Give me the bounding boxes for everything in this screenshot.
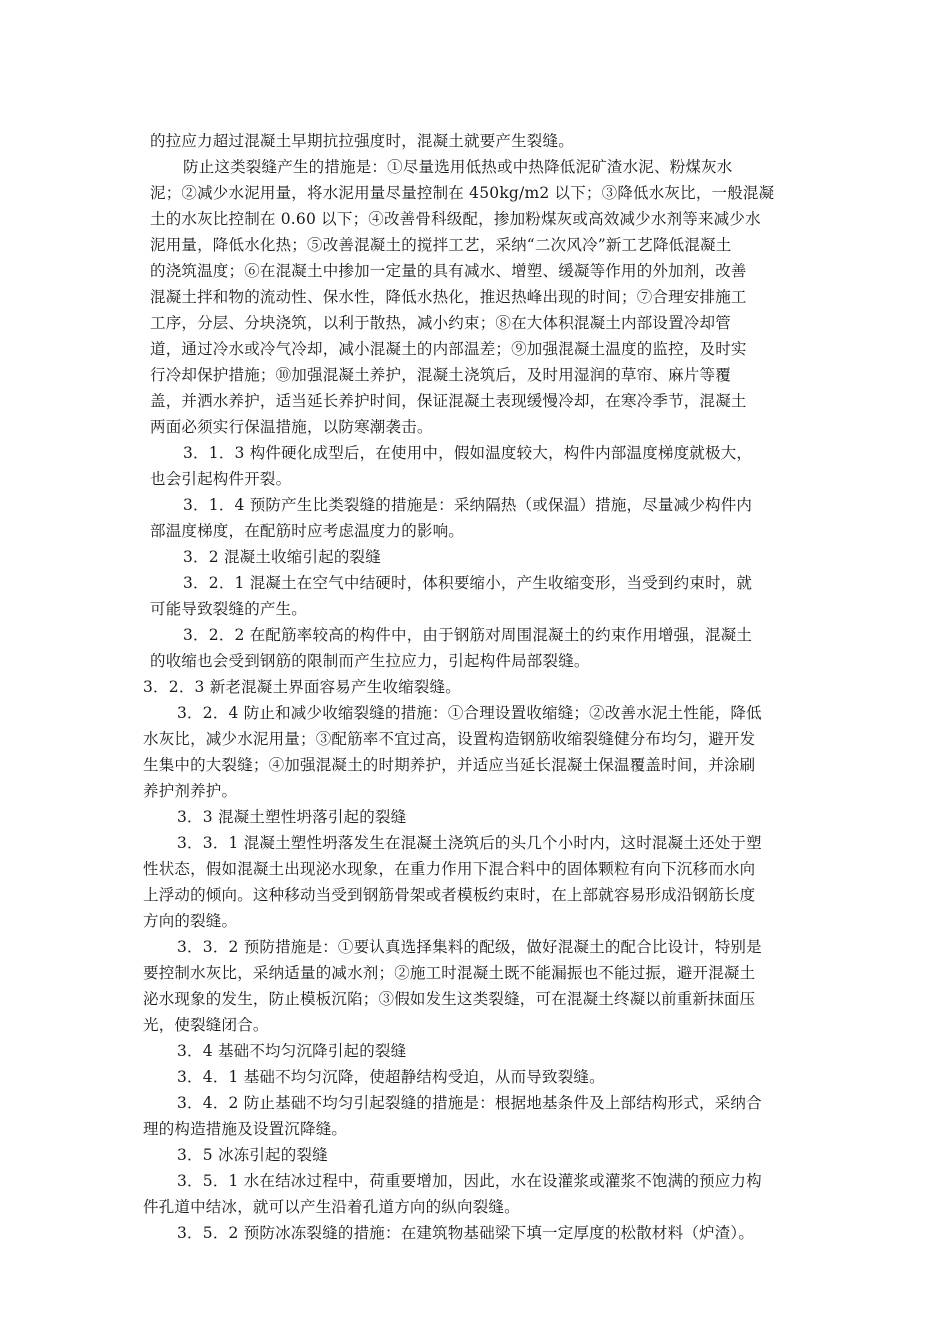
text-line: 性状态，假如混凝土出现泌水现象，在重力作用下混合料中的固体颗粒有向下沉移而水向 <box>143 860 756 878</box>
text-line: 3．2．2 在配筋率较高的构件中，由于钢筋对周围混凝土的约束作用增强，混凝土 <box>183 626 753 644</box>
text-line: 两面必须实行保温措施，以防寒潮袭击。 <box>150 418 433 436</box>
section-heading: 3．2 混凝土收缩引起的裂缝 <box>183 548 381 566</box>
text-line: 3．1．4 预防产生比类裂缝的措施是：采纳隔热（或保温）措施，尽量减少构件内 <box>183 496 753 514</box>
text-line: 道，通过冷水或冷气冷却，减小混凝土的内部温差；⑨加强混凝土温度的监控，及时实 <box>150 340 747 358</box>
text-line: 3．2．3 新老混凝土界面容易产生收缩裂缝。 <box>143 678 461 696</box>
text-line: 生集中的大裂缝；④加强混凝土的时期养护，并适应当延长混凝土保温覆盖时间，并涂刷 <box>143 756 756 774</box>
text-line: 件孔道中结冰，就可以产生沿着孔道方向的纵向裂缝。 <box>143 1198 520 1216</box>
text-line: 方向的裂缝。 <box>143 912 238 930</box>
text-line: 泥；②减少水泥用量，将水泥用量尽量控制在 450kg/m2 以下；③降低水灰比，一般混凝 <box>150 184 775 202</box>
text-line: 理的构造措施及设置沉降缝。 <box>143 1120 348 1138</box>
text-line: 水灰比，减少水泥用量；③配筋率不宜过高，设置构造钢筋收缩裂缝健分布均匀，避开发 <box>143 730 756 748</box>
text-line: 泌水现象的发生，防止模板沉陷；③假如发生这类裂缝，可在混凝土终凝以前重新抹面压 <box>143 990 756 1008</box>
text-line: 3．3．2 预防措施是：①要认真选择集料的配级，做好混凝土的配合比设计，特别是 <box>177 938 762 956</box>
text-line: 3．2．1 混凝土在空气中结硬时，体积要缩小，产生收缩变形，当受到约束时，就 <box>183 574 753 592</box>
section-heading: 3．4 基础不均匀沉降引起的裂缝 <box>177 1042 407 1060</box>
text-line: 工序，分层、分块浇筑，以利于散热，减小约束；⑧在大体积混凝土内部设置冷却管 <box>150 314 731 332</box>
text-line: 盖，并洒水养护，适当延长养护时间，保证混凝土表现缓慢冷却，在寒冷季节，混凝土 <box>150 392 747 410</box>
text-line: 3．5．1 水在结冰过程中，荷重要增加，因此，水在设灌浆或灌浆不饱满的预应力构 <box>177 1172 762 1190</box>
text-line: 3．2．4 防止和减少收缩裂缝的措施：①合理设置收缩缝；②改善水泥土性能，降低 <box>177 704 762 722</box>
text-line: 养护剂养护。 <box>143 782 238 800</box>
text-line: 光，使裂缝闭合。 <box>143 1016 269 1034</box>
text-line: 的拉应力超过混凝土早期抗拉强度时，混凝土就要产生裂缝。 <box>150 132 574 150</box>
text-line: 上浮动的倾向。这种移动当受到钢筋骨架或者模板约束时，在上部就容易形成沿钢筋长度 <box>143 886 756 904</box>
text-line: 土的水灰比控制在 0.60 以下；④改善骨科级配，掺加粉煤灰或高效减少水剂等来减少水 <box>150 210 761 228</box>
text-line: 3．3．1 混凝土塑性坍落发生在混凝土浇筑后的头几个小时内，这时混凝土还处于塑 <box>177 834 762 852</box>
section-heading: 3．3 混凝土塑性坍落引起的裂缝 <box>177 808 407 826</box>
section-heading: 3．5 冰冻引起的裂缝 <box>177 1146 328 1164</box>
text-line: 3．4．1 基础不均匀沉降，使超静结构受迫，从而导致裂缝。 <box>177 1068 605 1086</box>
text-line: 部温度梯度，在配筋时应考虑温度力的影响。 <box>150 522 465 540</box>
text-line: 防止这类裂缝产生的措施是：①尽量选用低热或中热降低泥矿渣水泥、粉煤灰水 <box>183 158 733 176</box>
text-line: 3．4．2 防止基础不均匀引起裂缝的措施是：根据地基条件及上部结构形式，采纳合 <box>177 1094 762 1112</box>
text-line: 要控制水灰比，采纳适量的减水剂；②施工时混凝土既不能漏振也不能过振，避开混凝土 <box>143 964 756 982</box>
text-line: 泥用量，降低水化热；⑤改善混凝土的搅拌工艺，采纳“二次风冷”新工艺降低混凝土 <box>150 236 732 254</box>
text-line: 3．1．3 构件硬化成型后，在使用中，假如温度较大，构件内部温度梯度就极大， <box>183 444 753 462</box>
text-line: 3．5．2 预防冰冻裂缝的措施：在建筑物基础梁下填一定厚度的松散材料（炉渣）。 <box>177 1224 755 1242</box>
text-line: 可能导致裂缝的产生。 <box>150 600 308 618</box>
text-line: 的浇筑温度；⑥在混凝土中掺加一定量的具有减水、增塑、缓凝等作用的外加剂，改善 <box>150 262 747 280</box>
text-line: 的收缩也会受到钢筋的限制而产生拉应力，引起构件局部裂缝。 <box>150 652 590 670</box>
text-line: 也会引起构件开裂。 <box>150 470 292 488</box>
text-line: 混凝土拌和物的流动性、保水性，降低水热化，推迟热峰出现的时间；⑦合理安排施工 <box>150 288 747 306</box>
text-line: 行冷却保护措施；⑩加强混凝土养护，混凝土浇筑后，及时用湿润的草帘、麻片等覆 <box>150 366 731 384</box>
